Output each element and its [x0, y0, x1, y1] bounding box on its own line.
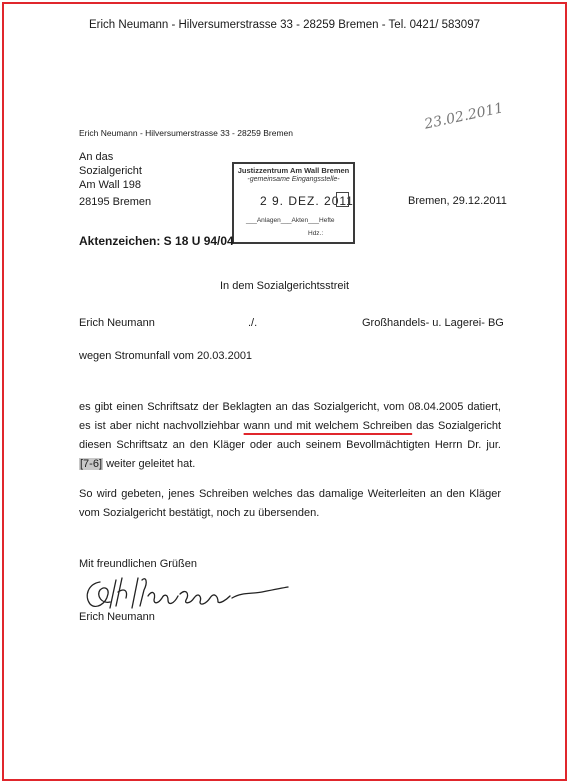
paragraph-1: [79, 398, 501, 474]
closing: Mit freundlichen Grüßen: [79, 558, 197, 570]
stamp-checkbox: [336, 192, 349, 207]
letterhead: Erich Neumann - Hilversumerstrasse 33 - 28259 Bremen - Tel. 0421/ 583097: [89, 19, 480, 31]
paragraph-1-part-1: es gibt einen Schriftsatz der Beklagten an das Sozialgericht, vom 08.04.2005 datiert, es ist aber nicht nachvollziehbar: [79, 401, 501, 432]
sender-return-address: Erich Neumann - Hilversumerstrasse 33 - 28259 Bremen: [79, 128, 294, 138]
paragraph-1-part-2: das Sozialgericht diesen Schriftsatz an den Kläger oder auch seinem Bevollmächtigten Herrn Dr. jur.: [79, 420, 501, 451]
stamp-subtitle: -gemeinsame Eingangsstelle-: [247, 176, 340, 183]
paragraph-1-part-3: weiter geleitet hat.: [103, 458, 196, 470]
recipient-line-1: An das: [79, 151, 114, 163]
paragraph-2: So wird gebeten, jenes Schreiben welches das damalige Weiterleiten an den Kläger vom Sozialgericht bestätigt, noch zu übersenden.: [79, 488, 501, 519]
recipient-postcode-city: 28195 Bremen: [79, 196, 152, 208]
signature-name: Erich Neumann: [79, 611, 155, 623]
recipient-line-2: Sozialgericht: [79, 165, 142, 177]
stamp-row: ___Anlagen___Akten___Hefte: [246, 217, 335, 224]
stamp-date: 2 9. DEZ. 2011: [260, 194, 354, 208]
recipient-line-3: Am Wall 198: [79, 179, 141, 191]
stamp-signature-label: Hdz.:: [308, 230, 324, 237]
underlined-phrase: wann und mit welchem Schreiben: [243, 420, 413, 432]
receipt-stamp: [232, 162, 355, 244]
stamp-title: Justizzentrum Am Wall Bremen: [237, 166, 350, 175]
subject-line: wegen Stromunfall vom 20.03.2001: [79, 350, 253, 362]
place-date: Bremen, 29.12.2011: [408, 195, 507, 207]
redacted-name: [7-6]: [80, 458, 103, 470]
versus-marker: ./.: [248, 317, 258, 329]
plaintiff: Erich Neumann: [79, 317, 155, 329]
defendant: Großhandels- u. Lagerei- BG: [362, 317, 504, 329]
reference-number: Aktenzeichen: S 18 U 94/04: [79, 234, 234, 248]
handwritten-date: 23.02.2011: [423, 100, 505, 133]
case-title: In dem Sozialgerichtsstreit: [220, 280, 349, 292]
